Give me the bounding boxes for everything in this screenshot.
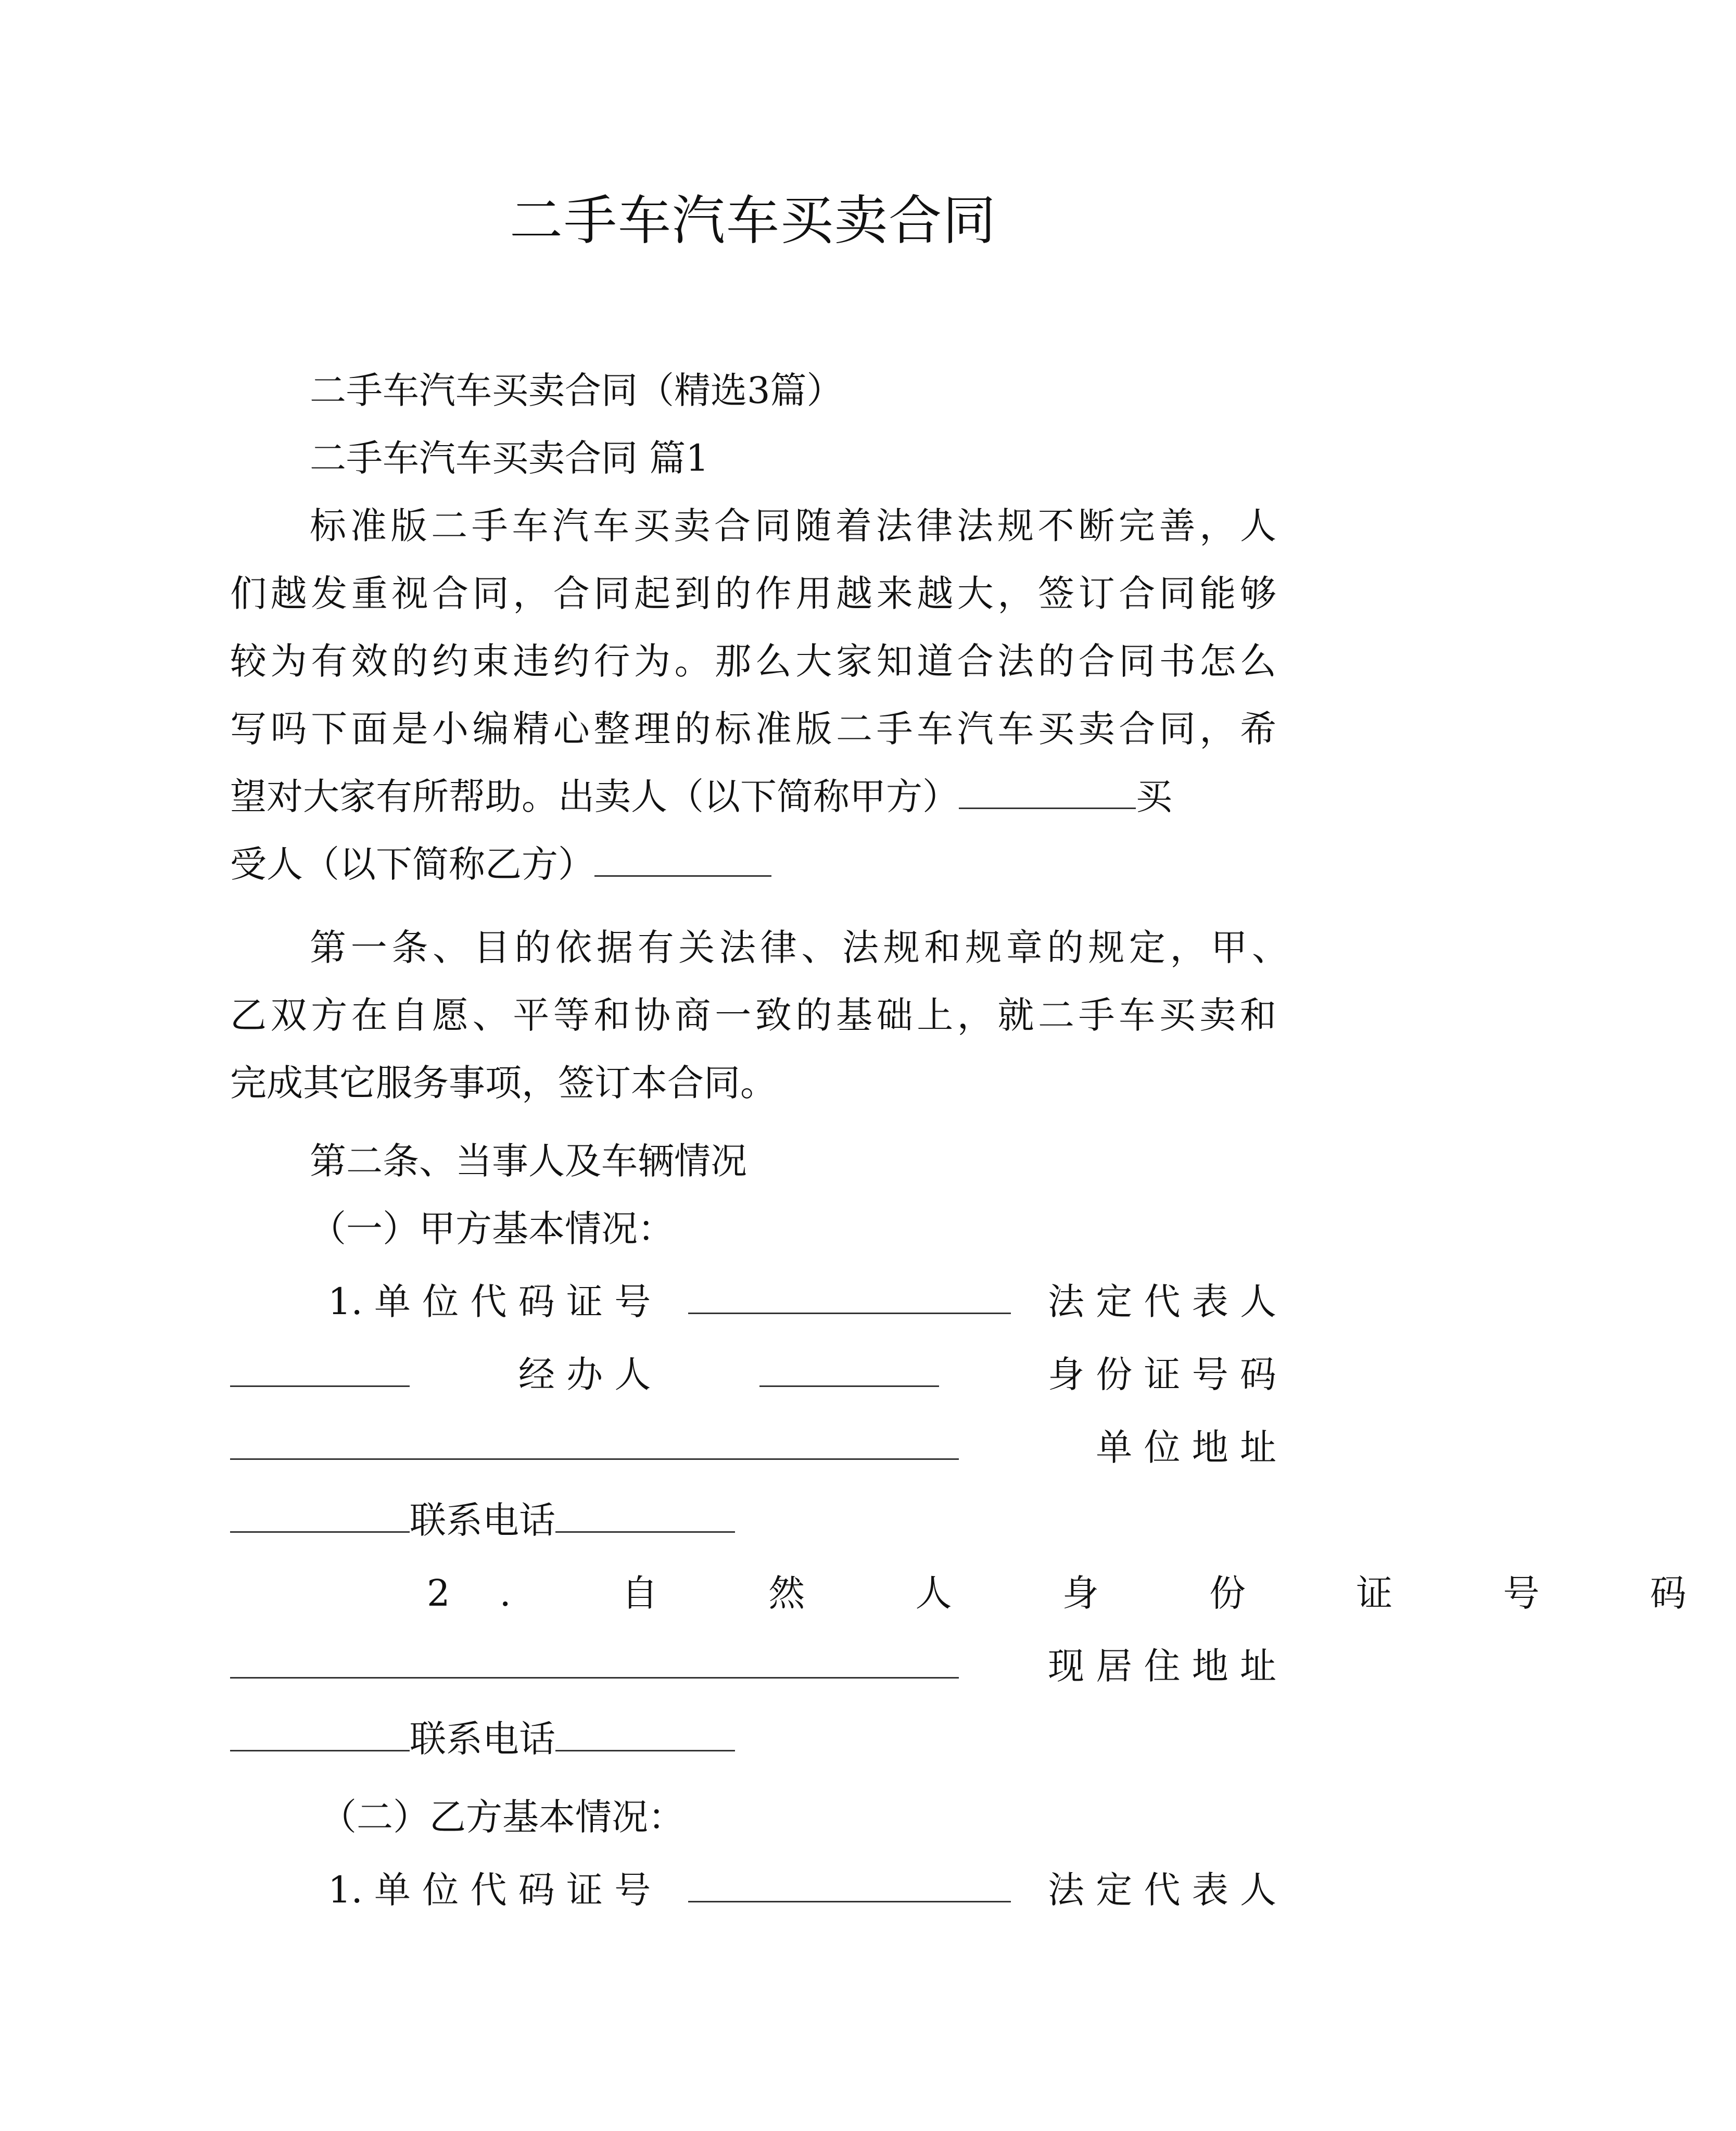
party-a-natural-id-label: 2. 自 然 人 身 份 证 号 码: [427, 1572, 1736, 1615]
party-a-residence-blank[interactable]: [230, 1713, 410, 1751]
party-a-row-1: [328, 1276, 1276, 1328]
intro-line-5: [230, 771, 1276, 823]
buyer-label-start: 买: [1136, 775, 1172, 818]
intro-line-4: 写吗下面是小编精心整理的标准版二手车汽车买卖合同，希: [230, 708, 1276, 750]
seller-label: 望对大家有所帮助。出卖人（以下简称甲方）: [230, 775, 959, 818]
intro-line-3: 较为有效的约束违约行为。那么大家知道合法的合同书怎么: [230, 640, 1276, 683]
article1-line-3: 完成其它服务事项，签订本合同。: [230, 1062, 777, 1104]
party-b-legal-rep-label: 法 定 代 表 人: [1047, 1869, 1276, 1911]
article1-line-1: 第一条、目的依据有关法律、法规和规章的规定，甲、: [310, 926, 1288, 969]
party-a-residence-label: 现 居 住 地 址: [1047, 1645, 1276, 1687]
party-a-row-6: [230, 1640, 1276, 1692]
subtitle: 二手车汽车买卖合同（精选3篇）: [310, 369, 843, 412]
party-a-heading: （一）甲方基本情况：: [310, 1207, 674, 1250]
intro-line-2: 们越发重视合同，合同起到的作用越来越大，签订合同能够: [230, 572, 1276, 615]
buyer-blank[interactable]: [594, 839, 771, 877]
party-a-row-2: [230, 1348, 1276, 1401]
party-a-natural-id-blank[interactable]: [230, 1641, 959, 1679]
intro-line-1: 标准版二手车汽车买卖合同随着法律法规不断完善，人: [310, 505, 1276, 547]
intro-line-6: [230, 838, 1276, 890]
party-a-phone-label: 联系电话: [410, 1499, 555, 1542]
party-a-phone2-label: 联系电话: [410, 1718, 555, 1760]
party-a-unit-code-label: 1. 单 位 代 码 证 号: [328, 1280, 651, 1323]
party-b-unit-code-blank[interactable]: [688, 1864, 1011, 1902]
party-a-unit-code-blank[interactable]: [688, 1276, 1011, 1314]
party-a-id-label: 身 份 证 号 码: [1047, 1353, 1276, 1396]
section-heading: 二手车汽车买卖合同 篇1: [310, 437, 709, 480]
party-a-row-4: [230, 1494, 1276, 1546]
article2-heading: 第二条、当事人及车辆情况: [310, 1140, 747, 1182]
party-b-heading: （二）乙方基本情况：: [320, 1796, 685, 1838]
party-a-row-5: [427, 1567, 1736, 1619]
buyer-label: 受人（以下简称乙方）: [230, 843, 594, 886]
party-b-row-1: [328, 1864, 1276, 1916]
party-a-row-3: [230, 1421, 1276, 1473]
seller-blank[interactable]: [959, 771, 1136, 809]
party-a-row-7: [230, 1713, 1276, 1765]
party-a-legal-rep-blank[interactable]: [230, 1349, 410, 1387]
party-a-address-blank[interactable]: [230, 1495, 410, 1533]
party-a-id-blank[interactable]: [230, 1422, 959, 1460]
article1-line-2: 乙双方在自愿、平等和协商一致的基础上，就二手车买卖和: [230, 994, 1276, 1037]
party-a-handler-label: 经 办 人: [518, 1353, 651, 1396]
party-a-handler-blank[interactable]: [759, 1349, 939, 1387]
party-a-phone-blank[interactable]: [555, 1495, 735, 1533]
party-a-legal-rep-label: 法 定 代 表 人: [1047, 1280, 1276, 1323]
document-title: 二手车汽车买卖合同: [510, 190, 997, 252]
party-b-unit-code-label: 1. 单 位 代 码 证 号: [328, 1869, 651, 1911]
party-a-address-label: 单 位 地 址: [1096, 1426, 1276, 1469]
party-a-phone2-blank[interactable]: [555, 1713, 735, 1751]
